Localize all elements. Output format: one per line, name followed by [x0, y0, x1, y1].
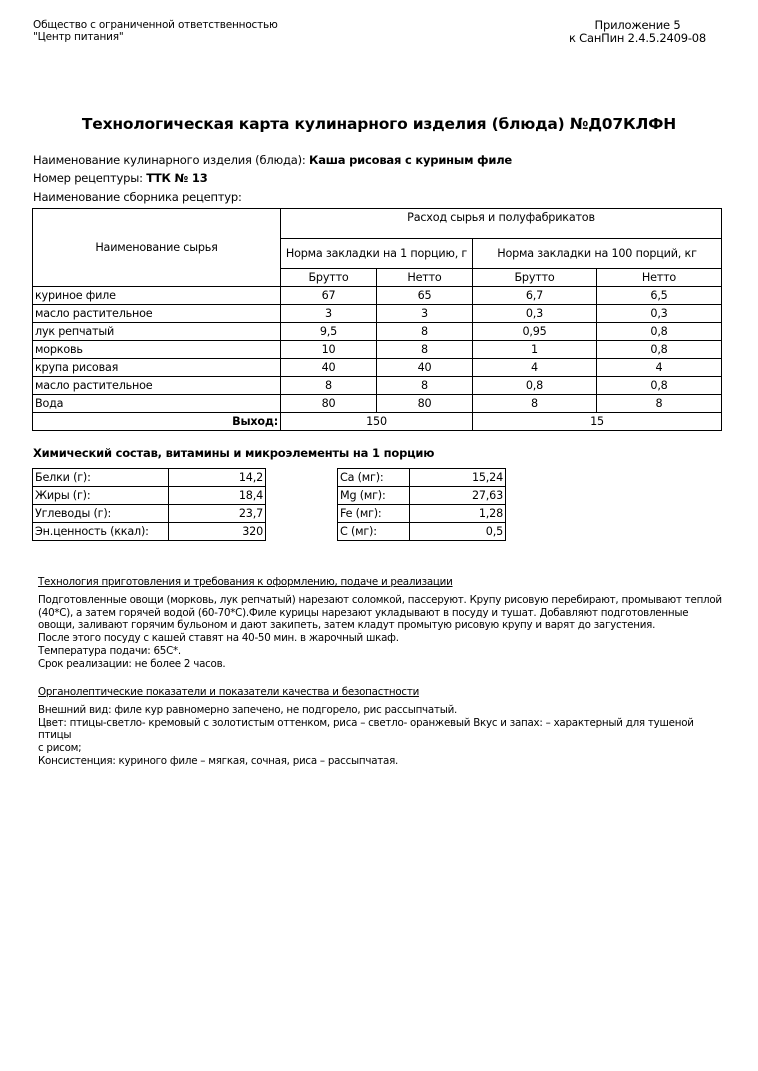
mineral-value: 27,63 [410, 487, 506, 505]
ingredients-table [32, 208, 722, 431]
collection-line: Наименование сборника рецептур: [33, 190, 242, 204]
minerals-table [337, 468, 506, 541]
macronutrients-table [32, 468, 266, 541]
ingredient-name: лук репчатый [33, 323, 281, 341]
nutrient-value: 23,7 [169, 505, 266, 523]
netto-1: 3 [377, 305, 473, 323]
table-row [33, 395, 722, 413]
dish-name-line [33, 153, 512, 167]
netto-100: 4 [597, 359, 722, 377]
nutrient-label: Жиры (г): [33, 487, 169, 505]
netto-100: 8 [597, 395, 722, 413]
header-netto-1: Нетто [377, 269, 473, 287]
recipe-label: Номер рецептуры: [33, 171, 147, 185]
table-row [33, 323, 722, 341]
quality-line: Цвет: птицы-светло- кремовый с золотистым оттенком, риса – светло- оранжевый Вкус и запах: – характерный для тушеной птицы [38, 716, 694, 742]
nutrient-value: 14,2 [169, 469, 266, 487]
mineral-label: C (мг): [338, 523, 410, 541]
technology-line: Температура подачи: 65С*. [38, 644, 181, 657]
brutto-1: 3 [281, 305, 377, 323]
nutrient-label: Белки (г): [33, 469, 169, 487]
brutto-1: 40 [281, 359, 377, 377]
org-line-2: "Центр питания" [33, 31, 124, 43]
brutto-100: 6,7 [473, 287, 597, 305]
netto-100: 0,8 [597, 341, 722, 359]
mineral-value: 1,28 [410, 505, 506, 523]
appendix-line-2: к СанПин 2.4.5.2409-08 [568, 31, 707, 45]
netto-1: 8 [377, 341, 473, 359]
output-row [33, 413, 722, 431]
netto-100: 6,5 [597, 287, 722, 305]
dish-value: Каша рисовая с куриным филе [309, 153, 513, 167]
brutto-100: 0,3 [473, 305, 597, 323]
header-per-1-portion: Норма закладки на 1 порцию, г [281, 239, 473, 269]
document-title: Технологическая карта кулинарного изделия (блюда) №Д07КЛФН [81, 115, 677, 133]
org-line-1: Общество с ограниченной ответственностью [33, 19, 278, 31]
technology-line: После этого посуду с кашей ставят на 40-50 мин. в жарочный шкаф. [38, 632, 399, 645]
brutto-100: 1 [473, 341, 597, 359]
dish-label: Наименование кулинарного изделия (блюда): [33, 153, 309, 167]
brutto-1: 80 [281, 395, 377, 413]
ingredient-name: Вода [33, 395, 281, 413]
header-brutto-1: Брутто [281, 269, 377, 287]
header-consumption: Расход сырья и полуфабрикатов [281, 209, 722, 239]
appendix-note [560, 19, 715, 45]
header-per-100-portions: Норма закладки на 100 порций, кг [473, 239, 722, 269]
ingredient-name: морковь [33, 341, 281, 359]
nutrient-label: Эн.ценность (ккал): [33, 523, 169, 541]
mineral-value: 15,24 [410, 469, 506, 487]
brutto-1: 10 [281, 341, 377, 359]
table-row [33, 305, 722, 323]
appendix-line-1: Приложение 5 [594, 18, 681, 32]
table-row [338, 469, 506, 487]
output-label: Выход: [33, 413, 281, 431]
quality-line: с рисом; [38, 742, 82, 755]
table-row [33, 377, 722, 395]
table-row [33, 487, 266, 505]
netto-1: 65 [377, 287, 473, 305]
ingredient-name: куриное филе [33, 287, 281, 305]
header-netto-100: Нетто [597, 269, 722, 287]
table-row [33, 523, 266, 541]
technology-heading: Технология приготовления и требования к оформлению, подаче и реализации [38, 576, 453, 588]
technology-section [38, 576, 728, 671]
brutto-100: 0,8 [473, 377, 597, 395]
brutto-100: 8 [473, 395, 597, 413]
header-ingredient-name: Наименование сырья [33, 209, 281, 287]
quality-heading: Органолептические показатели и показатели качества и безопастности [38, 686, 420, 698]
brutto-1: 9,5 [281, 323, 377, 341]
recipe-value: ТТК № 13 [146, 171, 208, 185]
nutrient-value: 18,4 [169, 487, 266, 505]
mineral-value: 0,5 [410, 523, 506, 541]
quality-section [38, 686, 728, 768]
table-row [33, 505, 266, 523]
header-brutto-100: Брутто [473, 269, 597, 287]
brutto-1: 67 [281, 287, 377, 305]
output-per-100: 15 [473, 413, 722, 431]
table-row [338, 523, 506, 541]
nutrient-label: Углеводы (г): [33, 505, 169, 523]
ingredient-name: масло растительное [33, 377, 281, 395]
quality-line: Внешний вид: филе кур равномерно запечено, не подгорело, рис рассыпчатый. [38, 703, 458, 716]
table-row [33, 359, 722, 377]
quality-line: Консистенция: куриного филе – мягкая, сочная, риса – рассыпчатая. [38, 754, 399, 767]
table-row [33, 341, 722, 359]
netto-100: 0,8 [597, 377, 722, 395]
table-row [338, 487, 506, 505]
table-row [338, 505, 506, 523]
brutto-100: 0,95 [473, 323, 597, 341]
chemistry-title: Химический состав, витамины и микроэлементы на 1 порцию [33, 446, 435, 460]
mineral-label: Fe (мг): [338, 505, 410, 523]
table-row [33, 287, 722, 305]
netto-1: 80 [377, 395, 473, 413]
netto-1: 40 [377, 359, 473, 377]
output-per-1: 150 [281, 413, 473, 431]
mineral-label: Ca (мг): [338, 469, 410, 487]
brutto-1: 8 [281, 377, 377, 395]
ingredient-name: крупа рисовая [33, 359, 281, 377]
netto-1: 8 [377, 323, 473, 341]
nutrient-value: 320 [169, 523, 266, 541]
table-row [33, 469, 266, 487]
technology-line: Подготовленные овощи (морковь, лук репчатый) нарезают соломкой, пассеруют. Крупу рисовую перебирают, промывают теплой [38, 593, 722, 606]
technology-line: (40*С), а затем горячей водой (60-70*С).Филе курицы нарезают укладывают в посуду и тушат. Добавляют подготовленные [38, 606, 689, 619]
ingredient-name: масло растительное [33, 305, 281, 323]
technology-line: Срок реализации: не более 2 часов. [38, 657, 226, 670]
mineral-label: Mg (мг): [338, 487, 410, 505]
technology-line: овощи, заливают горячим бульоном и дают закипеть, затем кладут промытую рисовую крупу и варят до загустения. [38, 619, 656, 632]
netto-100: 0,8 [597, 323, 722, 341]
brutto-100: 4 [473, 359, 597, 377]
netto-1: 8 [377, 377, 473, 395]
recipe-number-line [33, 171, 208, 185]
netto-100: 0,3 [597, 305, 722, 323]
organization-name [33, 19, 278, 43]
